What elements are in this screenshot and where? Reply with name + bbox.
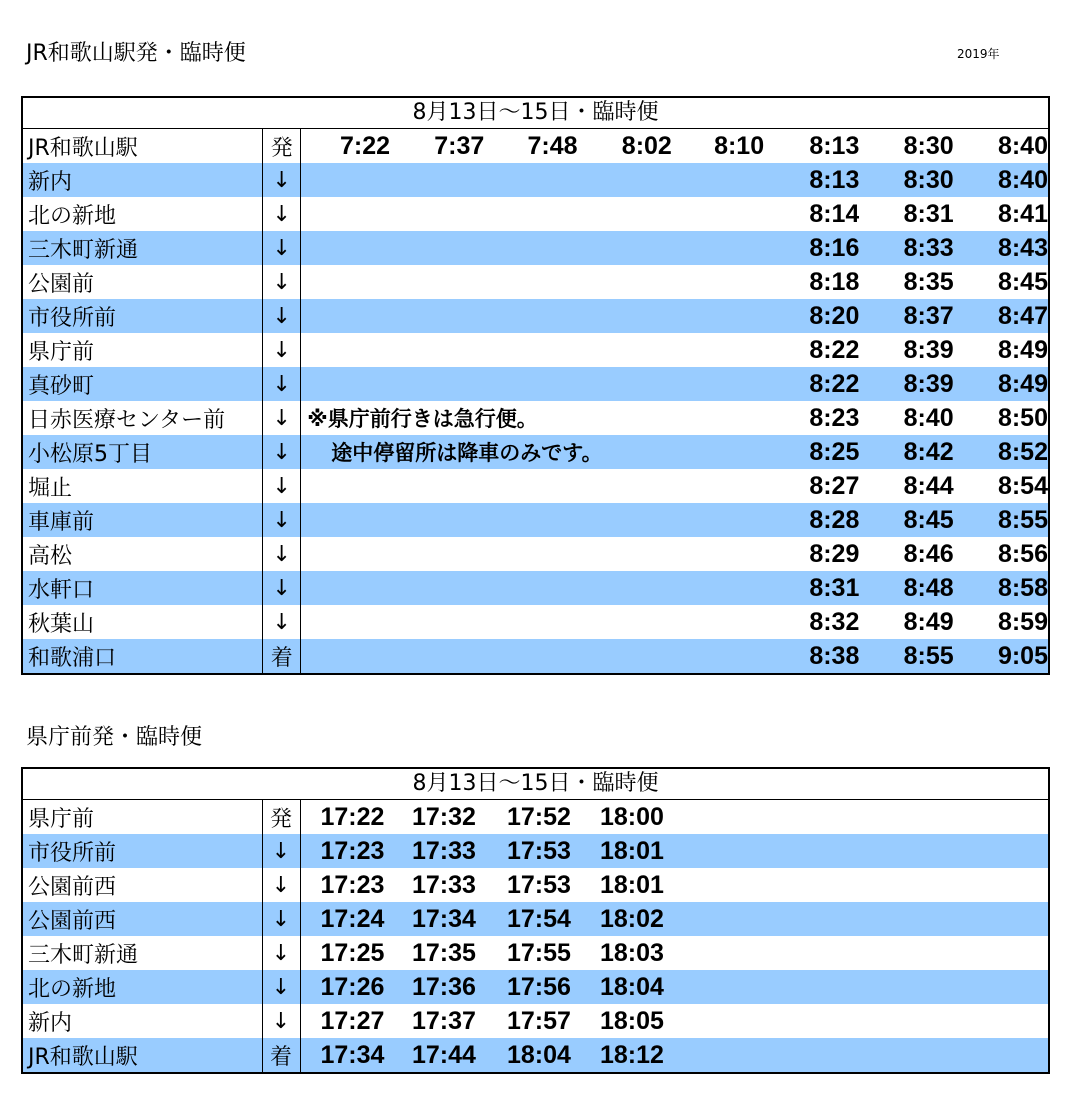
direction-mark: ↓ — [263, 163, 301, 197]
arrival-time: 8:13 — [764, 163, 859, 197]
table-row — [22, 970, 1049, 1004]
bus-time: 17:23 — [300, 834, 392, 868]
empty-cell — [301, 231, 764, 265]
empty-cell — [301, 197, 764, 231]
arrival-time: 8:49 — [997, 335, 1048, 364]
empty-cell — [674, 902, 1049, 936]
arrival-time: 8:50 — [997, 403, 1048, 432]
station-name: JR和歌山駅 — [22, 129, 263, 164]
direction-mark: ↓ — [263, 231, 301, 265]
empty-cell — [674, 1038, 1049, 1073]
direction-mark: 発 — [262, 800, 300, 835]
table-row — [22, 571, 1049, 605]
arrival-time: 8:29 — [809, 539, 860, 568]
bus-time: 17:36 — [392, 970, 487, 1004]
table-row — [22, 1004, 1049, 1038]
arrival-time: 8:49 — [903, 607, 954, 636]
station-name: 県庁前 — [22, 333, 263, 367]
station-name: 高松 — [22, 537, 263, 571]
arrival-time: 8:44 — [903, 471, 954, 500]
table-row — [22, 800, 1049, 835]
arrival-time: 8:18 — [809, 267, 860, 296]
station-name: 三木町新通 — [22, 231, 263, 265]
bus-time: 18:04 — [580, 970, 674, 1004]
station-name: 車庫前 — [22, 503, 263, 537]
empty-cell — [674, 834, 1049, 868]
arrival-time: 8:22 — [809, 335, 860, 364]
bus-time: 17:35 — [412, 938, 476, 967]
timetable-from-jr-wakayama — [21, 96, 1050, 675]
direction-mark: ↓ — [263, 469, 301, 503]
direction-mark: ↓ — [263, 401, 301, 435]
station-name: 公園前西 — [22, 868, 262, 902]
table-row — [22, 265, 1049, 299]
station-name: 市役所前 — [22, 299, 263, 333]
direction-mark: ↓ — [262, 902, 300, 936]
station-name: 公園前 — [22, 265, 263, 299]
bus-time: 18:04 — [487, 1038, 580, 1073]
arrival-time: 8:39 — [903, 335, 954, 364]
arrival-time: 8:23 — [809, 403, 860, 432]
direction-mark: ↓ — [262, 868, 300, 902]
table-row — [22, 537, 1049, 571]
section2-title: 県庁前発・臨時便 — [26, 725, 203, 750]
bus-time: 17:32 — [412, 802, 476, 831]
direction-mark: ↓ — [263, 265, 301, 299]
direction-mark: ↓ — [262, 1004, 300, 1038]
arrival-time: 8:35 — [903, 267, 954, 296]
bus-time: 17:34 — [392, 902, 487, 936]
table-row — [22, 469, 1049, 503]
direction-mark: ↓ — [263, 367, 301, 401]
table-row — [22, 435, 1049, 469]
express-note: 途中停留所は降車のみです。 — [301, 435, 764, 469]
direction-mark: ↓ — [262, 834, 300, 868]
arrival-time: 8:20 — [764, 299, 859, 333]
arrival-time: 8:52 — [954, 435, 1049, 469]
arrival-time: 8:14 — [809, 199, 860, 228]
station-name: 新内 — [22, 1004, 262, 1038]
bus-time: 17:26 — [300, 970, 392, 1004]
table-row — [22, 936, 1049, 970]
bus-time: 17:22 — [320, 802, 385, 831]
empty-cell — [301, 367, 764, 401]
empty-cell — [674, 970, 1049, 1004]
empty-cell — [301, 469, 764, 503]
section1-title: JR和歌山駅発・臨時便 — [26, 41, 246, 66]
bus-time: 17:52 — [507, 802, 571, 831]
arrival-time: 8:49 — [954, 367, 1049, 401]
bus-time: 17:56 — [487, 970, 580, 1004]
table-row — [22, 231, 1049, 265]
arrival-time: 8:31 — [764, 571, 859, 605]
arrival-time: 8:47 — [954, 299, 1049, 333]
direction-mark: ↓ — [263, 503, 301, 537]
timetable-from-kenchomae — [21, 767, 1050, 1074]
direction-mark: ↓ — [262, 970, 300, 1004]
bus-time: 18:12 — [580, 1038, 674, 1073]
bus-time: 17:54 — [487, 902, 580, 936]
arrival-time: 8:25 — [764, 435, 859, 469]
bus-time: 17:57 — [507, 1006, 571, 1035]
direction-mark: ↓ — [263, 537, 301, 571]
station-name: 堀止 — [22, 469, 263, 503]
arrival-time: 8:31 — [903, 199, 954, 228]
table-row — [22, 605, 1049, 639]
table2-header: 8月13日〜15日・臨時便 — [22, 768, 1049, 800]
bus-time: 17:34 — [300, 1038, 392, 1073]
bus-time: 17:44 — [392, 1038, 487, 1073]
departure-time: 7:37 — [434, 131, 485, 160]
table-row — [22, 834, 1049, 868]
arrival-time: 8:28 — [764, 503, 859, 537]
table-row — [22, 868, 1049, 902]
bus-time: 18:01 — [600, 870, 664, 899]
arrival-time: 8:39 — [859, 367, 953, 401]
arrival-time: 8:46 — [903, 539, 954, 568]
table-row — [22, 1038, 1049, 1073]
arrival-time: 8:40 — [954, 163, 1049, 197]
bus-time: 17:25 — [320, 938, 385, 967]
departure-mark: 発 — [263, 129, 301, 164]
arrival-time: 8:27 — [809, 471, 860, 500]
station-name: 北の新地 — [22, 970, 262, 1004]
arrival-time: 8:16 — [764, 231, 859, 265]
station-name: 新内 — [22, 163, 263, 197]
direction-mark: ↓ — [262, 936, 300, 970]
empty-cell — [301, 163, 764, 197]
arrival-time: 8:43 — [954, 231, 1049, 265]
station-name: 市役所前 — [22, 834, 262, 868]
station-name: 真砂町 — [22, 367, 263, 401]
arrival-time: 8:41 — [997, 199, 1048, 228]
arrival-time: 8:56 — [997, 539, 1048, 568]
direction-mark: ↓ — [263, 571, 301, 605]
station-name: 日赤医療センター前 — [22, 401, 263, 435]
station-name: 北の新地 — [22, 197, 263, 231]
bus-time: 18:05 — [600, 1006, 664, 1035]
bus-time: 17:55 — [507, 938, 571, 967]
bus-time: 18:02 — [580, 902, 674, 936]
arrival-time: 8:30 — [859, 163, 953, 197]
express-note: ※県庁前行きは急行便。 — [307, 407, 538, 431]
table-row — [22, 503, 1049, 537]
direction-mark: 着 — [262, 1038, 300, 1073]
departure-time: 8:30 — [903, 131, 954, 160]
table-row — [22, 401, 1049, 435]
direction-mark: ↓ — [263, 333, 301, 367]
bus-time: 17:33 — [392, 834, 487, 868]
bus-time: 17:37 — [412, 1006, 476, 1035]
arrival-time: 8:32 — [809, 607, 860, 636]
empty-cell — [301, 333, 764, 367]
station-name: 秋葉山 — [22, 605, 263, 639]
direction-mark: ↓ — [263, 299, 301, 333]
bus-time: 18:00 — [600, 802, 664, 831]
bus-time: 17:24 — [300, 902, 392, 936]
empty-cell — [301, 571, 764, 605]
empty-cell — [301, 299, 764, 333]
station-name: 県庁前 — [22, 800, 262, 835]
empty-cell — [301, 537, 764, 571]
direction-mark: ↓ — [263, 605, 301, 639]
empty-cell — [301, 265, 764, 299]
bus-time: 17:27 — [320, 1006, 385, 1035]
arrival-time: 8:40 — [903, 403, 954, 432]
arrival-time: 8:54 — [997, 471, 1048, 500]
arrival-time: 8:48 — [859, 571, 953, 605]
direction-mark: ↓ — [263, 197, 301, 231]
table-row — [22, 367, 1049, 401]
arrival-time: 8:55 — [859, 639, 953, 674]
empty-cell — [674, 936, 1049, 970]
station-name: 和歌浦口 — [22, 639, 263, 674]
empty-cell — [674, 800, 1049, 835]
departure-time: 8:10 — [714, 131, 765, 160]
empty-cell — [301, 639, 764, 674]
table-row — [22, 197, 1049, 231]
arrival-time: 8:38 — [764, 639, 859, 674]
departure-time: 8:02 — [621, 131, 672, 160]
departure-time: 8:40 — [997, 131, 1048, 160]
arrival-time: 9:05 — [954, 639, 1049, 674]
empty-cell — [301, 605, 764, 639]
departure-time: 7:22 — [340, 131, 391, 160]
empty-cell — [674, 1004, 1049, 1038]
bus-time: 17:23 — [320, 870, 385, 899]
station-name: 小松原5丁目 — [22, 435, 263, 469]
arrival-time: 8:55 — [954, 503, 1049, 537]
bus-time: 17:33 — [412, 870, 476, 899]
table-row — [22, 333, 1049, 367]
bus-time: 17:53 — [487, 834, 580, 868]
bus-time: 18:03 — [600, 938, 664, 967]
table-row — [22, 902, 1049, 936]
station-name: JR和歌山駅 — [22, 1038, 262, 1073]
station-name: 三木町新通 — [22, 936, 262, 970]
departure-time: 7:48 — [527, 131, 578, 160]
table1-header: 8月13日〜15日・臨時便 — [22, 97, 1049, 129]
direction-mark: ↓ — [263, 435, 301, 469]
arrival-time: 8:59 — [997, 607, 1048, 636]
bus-time: 18:01 — [580, 834, 674, 868]
empty-cell — [301, 503, 764, 537]
table-row — [22, 299, 1049, 333]
arrival-time: 8:42 — [859, 435, 953, 469]
arrival-time: 8:33 — [859, 231, 953, 265]
year-label: 2019年 — [957, 47, 1000, 61]
station-name: 水軒口 — [22, 571, 263, 605]
arrival-time: 8:45 — [997, 267, 1048, 296]
arrival-time: 8:37 — [859, 299, 953, 333]
arrival-time: 8:58 — [954, 571, 1049, 605]
arrival-time: 8:45 — [859, 503, 953, 537]
direction-mark: 着 — [263, 639, 301, 674]
departure-time: 8:13 — [809, 131, 860, 160]
station-name: 公園前西 — [22, 902, 262, 936]
table-row — [22, 129, 1049, 164]
table-row — [22, 163, 1049, 197]
empty-cell — [674, 868, 1049, 902]
arrival-time: 8:22 — [764, 367, 859, 401]
table-row — [22, 639, 1049, 674]
bus-time: 17:53 — [507, 870, 571, 899]
